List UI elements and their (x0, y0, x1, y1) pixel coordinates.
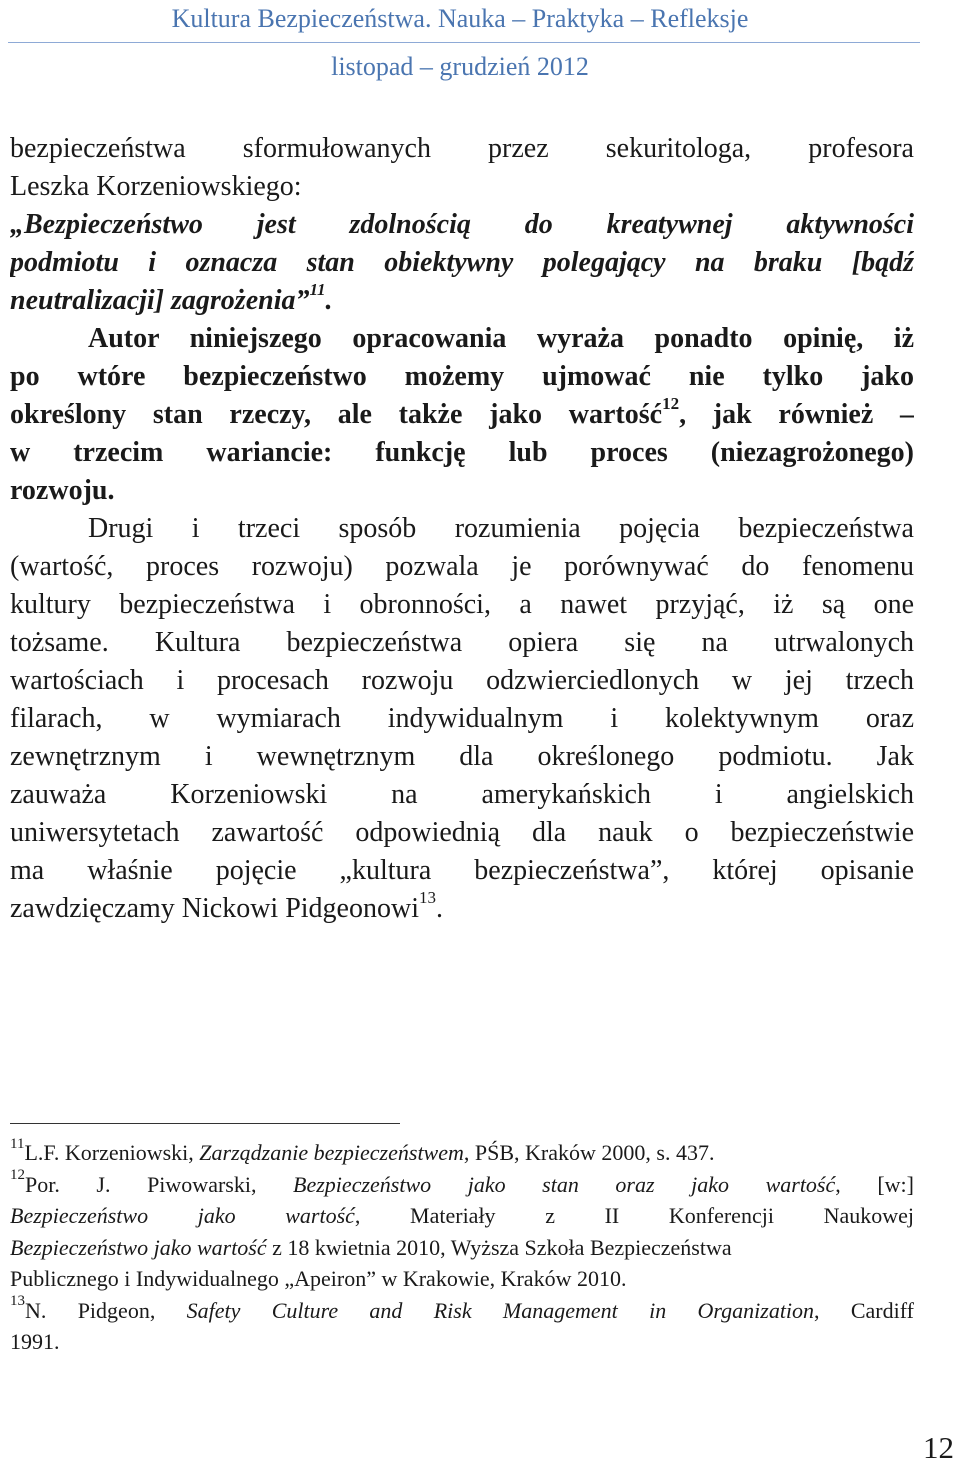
body-line: wartościach i procesach rozwoju odzwierciedlonych w jej trzech (10, 665, 914, 696)
body-line: Leszka Korzeniowskiego: (10, 171, 302, 202)
quote-line (10, 282, 914, 320)
footnote-title: Bezpieczeństwo jako stan oraz jako wartość (293, 1171, 836, 1197)
footnote-title: Bezpieczeństwo jako wartość (10, 1234, 267, 1260)
footnote-12-line: Publicznego i Indywidualnego „Apeiron” w Krakowie, Kraków 2010. (10, 1266, 627, 1291)
body-line: ma właśnie pojęcie „kultura bezpieczeństwa”, której opisanie (10, 855, 914, 886)
body-line: bezpieczeństwa sformułowanych przez sekuritologa, profesora (10, 133, 914, 164)
footnote-number: 11 (10, 1137, 25, 1152)
footnote-text: z 18 kwietnia 2010, Wyższa Szkoła Bezpieczeństwa (266, 1234, 732, 1260)
footnote-text: L.F. Korzeniowski, (24, 1140, 200, 1165)
body-line (10, 890, 914, 928)
footnote-12-line (10, 1232, 914, 1264)
quote-line: podmiotu i oznacza stan obiektywny polegający na braku [bądź (10, 247, 914, 278)
footnote-text: N. Pidgeon, (25, 1297, 187, 1323)
header-rule (8, 42, 920, 43)
body-line: uniwersytetach zawartość odpowiednią dla nauk o bezpieczeństwie (10, 817, 914, 848)
footnote-12-line (10, 1200, 914, 1232)
page-number: 12 (923, 1430, 954, 1465)
bold-text: określony stan rzeczy, ale także jako wartość (10, 399, 663, 430)
bold-line: rozwoju. (10, 475, 115, 506)
body-line: filarach, w wymiarach indywidualnym i kolektywnym oraz (10, 703, 914, 734)
footnote-ref-13: 13 (418, 890, 436, 907)
body-line: zauważa Korzeniowski na amerykańskich i angielskich (10, 779, 914, 810)
quote-text: neutralizacji] zagrożenia” (10, 285, 310, 316)
footnote-13 (10, 1295, 914, 1327)
footnote-title: Bezpieczeństwo jako wartość (10, 1203, 355, 1228)
footnote-11 (10, 1137, 914, 1169)
footnote-title: Zarządzanie bezpieczeństwem (199, 1140, 464, 1165)
bold-line: Autor niniejszego opracowania wyraża ponadto opinię, iż (88, 323, 914, 354)
issue-date: listopad – grudzień 2012 (331, 52, 589, 81)
body-line: zewnętrznym i wewnętrznym dla określonego podmiotu. Jak (10, 741, 914, 772)
footnote-text: , Cardiff (814, 1297, 914, 1323)
body-period: . (435, 893, 443, 924)
footnote-title: Safety Culture and Risk Management in Organization (186, 1297, 815, 1323)
footnotes (10, 1137, 914, 1358)
quote-end: . (325, 285, 333, 316)
footnote-ref-11: 11 (309, 282, 326, 299)
bold-line: w trzecim wariancie: funkcję lub proces (niezagrożonego) (10, 437, 914, 468)
footnote-text: , Materiały z II Konferencji Naukowej (354, 1203, 914, 1228)
bold-text: , jak również – (679, 399, 914, 430)
body-line: tożsame. Kultura bezpieczeństwa opiera się na utrwalonych (10, 627, 914, 658)
footnote-text: , [w:] (835, 1171, 914, 1197)
body-text-end: zawdzięczamy Nickowi Pidgeonowi (10, 893, 419, 924)
footnote-number: 13 (10, 1294, 25, 1310)
footnote-text: , PŚB, Kraków 2000, s. 437. (463, 1140, 715, 1165)
footnote-rule (10, 1123, 400, 1124)
footnote-ref-12: 12 (662, 396, 680, 413)
footnote-13-line: 1991. (10, 1329, 60, 1354)
body-line: (wartość, proces rozwoju) pozwala je porównywać do fenomenu (10, 551, 914, 582)
footnote-12 (10, 1169, 914, 1201)
footnote-text: Por. J. Piwowarski, (25, 1171, 294, 1197)
body-line: kultury bezpieczeństwa i obronności, a nawet przyjąć, iż są one (10, 589, 914, 620)
footnote-number: 12 (10, 1168, 25, 1184)
bold-line: po wtóre bezpieczeństwo możemy ujmować nie tylko jako (10, 361, 914, 392)
quote-line: „Bezpieczeństwo jest zdolnością do kreatywnej aktywności (10, 209, 914, 240)
body-line: Drugi i trzeci sposób rozumienia pojęcia bezpieczeństwa (88, 513, 914, 544)
bold-line (10, 396, 914, 434)
body-text (10, 130, 914, 928)
journal-title: Kultura Bezpieczeństwa. Nauka – Praktyka – Refleksje (171, 4, 749, 33)
